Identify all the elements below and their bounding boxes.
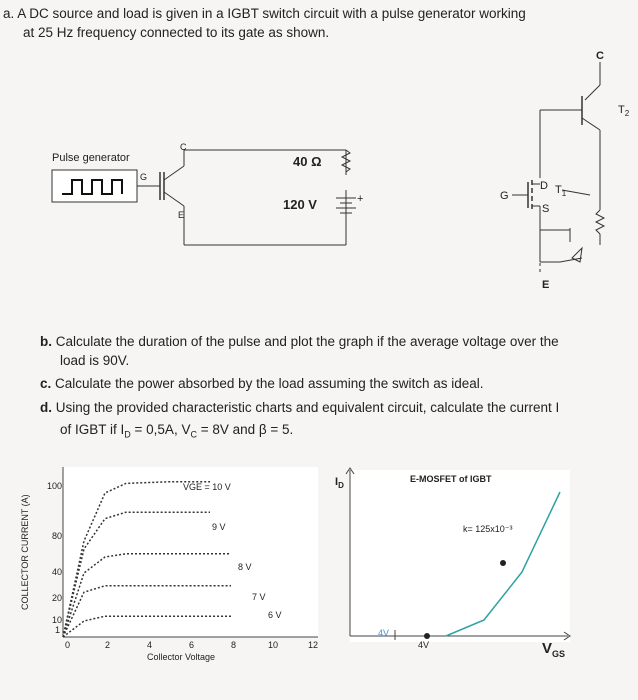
c2-emitter-label: E (542, 279, 550, 291)
question-b-line1: Calculate the duration of the pulse and plot the graph if the average voltage over the (55, 334, 559, 349)
y-tick-1: 1 (55, 625, 61, 635)
question-b-line2: load is 90V. (60, 353, 130, 368)
vth-annotation: 4V (418, 640, 430, 650)
id-axis-label: $I_D$ (335, 476, 344, 491)
series-label-10v: VGE = 10 V (183, 482, 231, 492)
x-tick-6: 6 (189, 640, 195, 650)
y-tick-100: 100 (47, 481, 63, 491)
question-a-line1: A DC source and load is given in a IGBT switch circuit with a pulse generator working (17, 6, 526, 21)
pulse-generator-label: Pulse generator (52, 152, 130, 164)
x-tick-2: 2 (105, 640, 111, 650)
question-b-label: b. (40, 334, 52, 349)
question-a-line2: at 25 Hz frequency connected to its gate as shown. (23, 25, 330, 40)
y-tick-40: 40 (52, 567, 63, 577)
x-axis-label: Collector Voltage (147, 652, 216, 662)
y-axis-label: COLLECTOR CURRENT (A) (20, 494, 30, 610)
operating-point (500, 560, 506, 566)
source-label: 120 V (283, 197, 317, 212)
threshold-point (424, 633, 430, 639)
y-tick-20: 20 (52, 593, 63, 603)
x-tick-8: 8 (231, 640, 237, 650)
gate-label: G (140, 172, 148, 182)
x-tick-12: 12 (308, 640, 319, 650)
question-d-label: d. (40, 400, 52, 415)
question-c-line1: Calculate the power absorbed by the load assuming the switch as ideal. (55, 376, 484, 391)
series-label-8v: 8 V (238, 562, 252, 572)
t1-label: $T_1$ (555, 184, 567, 199)
question-d-line1: Using the provided characteristic charts and equivalent circuit, calculate the current I (55, 400, 560, 415)
y-tick-80: 80 (52, 531, 63, 541)
t2-label: $T_2$ (618, 104, 630, 119)
c2-collector-label: C (596, 50, 604, 62)
emitter-label: E (178, 210, 185, 220)
y-tick-10: 10 (52, 615, 63, 625)
series-label-7v: 7 V (252, 592, 266, 602)
c2-gate-label: G (500, 190, 509, 202)
collector-label: C (180, 142, 187, 152)
question-a-label: a. (3, 6, 15, 21)
resistor-label: 40 Ω (293, 154, 322, 169)
question-d-line2: of IGBT if $I_D = 0,5A$, $V_C = 8V$ and β = 5. (60, 422, 294, 440)
x-tick-0: 0 (65, 640, 71, 650)
series-label-9v: 9 V (212, 522, 226, 532)
vgs-axis-label: $V_{GS}$ (542, 640, 566, 659)
k-annotation: k= 125x10⁻³ (463, 524, 513, 534)
x-tick-10: 10 (268, 640, 279, 650)
vth-annotation-2: 4V (378, 628, 390, 638)
drain-label: D (540, 180, 548, 192)
x-tick-4: 4 (147, 640, 153, 650)
plus-label: + (357, 193, 364, 205)
chart2-title: E-MOSFET of IGBT (410, 474, 492, 484)
source-pin-label: S (542, 203, 550, 215)
series-label-6v: 6 V (268, 610, 282, 620)
question-c-label: c. (40, 376, 52, 391)
